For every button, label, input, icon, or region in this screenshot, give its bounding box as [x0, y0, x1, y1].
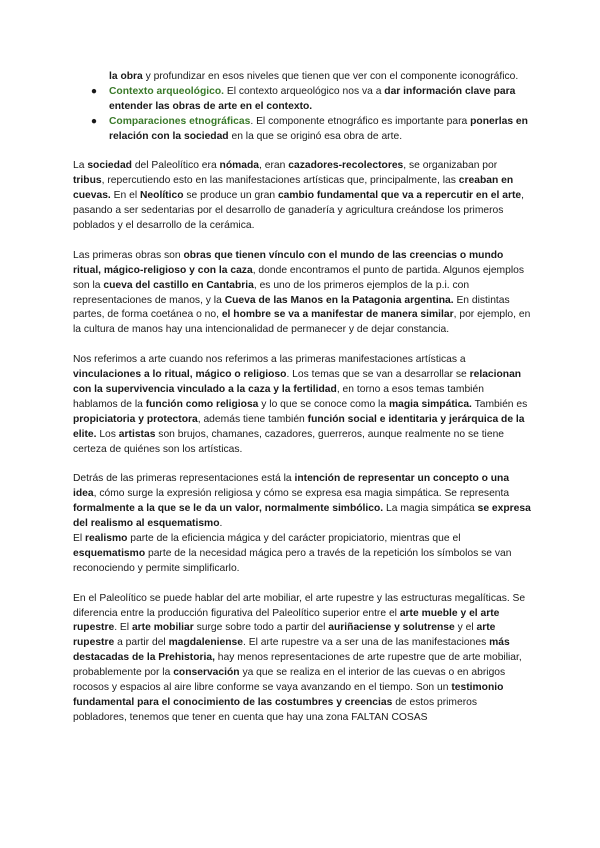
- text-run: En el Paleolítico se puede hablar del arte mobiliar, el arte rupestre y las estructuras megalíticas. Se diferencia entre la producción figurativa del Paleolítico superior entre el: [73, 592, 526, 619]
- document-body: [73, 70, 531, 741]
- text-run: , cómo surge la expresión religiosa y cómo se expresa esa magia simpática. Se representa: [93, 488, 510, 500]
- bold-text: esquematismo: [73, 547, 146, 559]
- bold-text: relacionan con la supervivencia vinculado a la caza y la fertilidad: [73, 369, 522, 395]
- bold-text: realismo: [85, 533, 128, 545]
- bullet-heading: Contexto arqueológico.: [109, 85, 224, 97]
- bold-text: obras que tienen vínculo con el mundo de las creencias o mundo ritual, mágico-religioso y con la caza: [73, 249, 504, 276]
- text-run: La magia simpática: [383, 503, 478, 515]
- bold-text: creaban en cuevas.: [73, 175, 514, 202]
- text-run: en la que se originó esa obra de arte.: [228, 130, 403, 142]
- text-run: del Paleolítico era: [131, 160, 220, 172]
- text-run: , en torno a esos temas también hablamos de la: [73, 383, 484, 410]
- text-run: surge sobre todo a partir del: [193, 622, 329, 634]
- text-run: ya que se realiza en el interior de las cuevas o en abrigos rocosos y espacios al aire libre conforme se vaya avanzando en el tiempo. Son un: [73, 667, 506, 694]
- bold-text: cazadores-recolectores: [288, 160, 404, 172]
- text-run: Los: [96, 428, 119, 440]
- bold-text: sociedad: [87, 160, 132, 172]
- bold-text: ponerlas en relación con la sociedad: [109, 115, 528, 142]
- bold-text: función social e identitaria y jerárquica de la elite.: [73, 413, 525, 440]
- bold-text: cueva del castillo en Cantabria: [103, 279, 254, 291]
- bullet-dot-icon: ●: [90, 115, 98, 127]
- text-run: , donde encontramos el punto de partida. Algunos ejemplos son la: [73, 264, 525, 291]
- bold-text: auriñaciense y solutrense: [328, 622, 455, 634]
- paragraph: [73, 472, 531, 576]
- text-run: Detrás de las primeras representaciones está la: [73, 473, 295, 485]
- paragraphs: [73, 159, 531, 725]
- bold-text: la obra: [109, 71, 143, 82]
- text-run: . El componente etnográfico es importante para: [250, 115, 471, 127]
- text-run: hay menos representaciones de arte rupestre que de arte mobiliar, probablemente por la: [73, 652, 522, 679]
- text-run: de estos primeros pobladores, tenemos que tener en cuenta que hay una zona FALTAN COSAS: [73, 696, 478, 723]
- text-run: y lo que se conoce como la: [258, 398, 389, 410]
- bold-text: magdaleniense: [168, 637, 243, 649]
- text-run: En distintas partes, de forma coetánea o no,: [73, 294, 510, 321]
- bold-text: propiciatoria y protectora: [73, 413, 198, 425]
- bullet-heading: Comparaciones etnográficas: [109, 115, 251, 127]
- bold-text: artistas: [118, 428, 156, 440]
- paragraph: [73, 592, 531, 726]
- paragraph: [73, 353, 531, 457]
- text-run: El: [73, 533, 86, 545]
- bold-text: nómada: [219, 160, 260, 172]
- bold-text: formalmente a la que se le da un valor, normalmente simbólico.: [73, 503, 384, 515]
- text-run: y profundizar en esos niveles que tienen que ver con el componente iconográfico.: [142, 71, 519, 82]
- bold-text: el hombre se va a manifestar de manera similar: [221, 309, 454, 321]
- text-run: La: [73, 160, 88, 172]
- text-run: , es uno de los primeros ejemplos de la p.i. con representaciones de manos, y la: [73, 279, 470, 306]
- bold-text: se expresa del realismo al esquematismo: [73, 503, 531, 530]
- text-run: Las primeras obras son: [73, 249, 184, 261]
- text-run: son brujos, chamanes, cazadores, guerreros, aunque realmente no se tiene certeza de quiénes son los artísticas.: [73, 428, 505, 455]
- bold-text: cambio fundamental que va a repercutir en el arte: [277, 190, 522, 202]
- text-run: a partir del: [114, 637, 169, 649]
- paragraph: [73, 159, 531, 234]
- bold-text: vinculaciones a lo ritual, mágico o religioso: [73, 369, 287, 381]
- bullet-item: [73, 115, 531, 145]
- bold-text: arte rupestre: [73, 622, 496, 649]
- bold-text: conservación: [173, 667, 240, 679]
- text-run: También es: [471, 398, 528, 410]
- text-run: En el: [110, 190, 140, 202]
- text-run: , se organizaban por: [403, 160, 498, 172]
- text-run: se produce un gran: [183, 190, 278, 202]
- text-run: , además tiene también: [197, 413, 308, 425]
- text-run: El contexto arqueológico nos va a: [224, 85, 385, 97]
- bullet-item: [73, 70, 531, 85]
- bullet-dot-icon: ●: [90, 85, 98, 97]
- text-run: , pasando a ser sedentarias por el desarrollo de ganadería y agricultura creándose los primeros poblados y el desarrollo de la cerámica.: [73, 190, 525, 232]
- bold-text: más destacadas de la Prehistoria,: [73, 637, 510, 664]
- text-run: . El: [114, 622, 132, 634]
- text-run: .: [219, 518, 223, 530]
- text-run: parte de la necesidad mágica pero a través de la repetición los símbolos se van reconociendo y permite simplificarlo.: [73, 547, 512, 574]
- bold-text: magia simpática.: [388, 398, 472, 410]
- bullet-list: [73, 70, 531, 145]
- bold-text: tribus: [73, 175, 102, 187]
- text-run: y el: [454, 622, 477, 634]
- bold-text: Neolítico: [140, 190, 184, 202]
- paragraph: [73, 249, 531, 338]
- text-run: , repercutiendo esto en las manifestaciones artísticas que, principalmente, las: [101, 175, 459, 187]
- text-run: parte de la eficiencia mágica y del carácter propiciatorio, mientras que el: [127, 533, 461, 545]
- text-run: Nos referimos a arte cuando nos referimos a las primeras manifestaciones artísticas a: [73, 354, 466, 366]
- text-run: , eran: [259, 160, 289, 172]
- bold-text: arte mueble y el arte rupestre: [73, 607, 500, 634]
- bold-text: dar información clave para entender las obras de arte en el contexto.: [109, 85, 516, 112]
- text-run: , por ejemplo, en la cultura de manos hay una intencionalidad de permanecer y de dejar constancia.: [73, 309, 531, 336]
- bullet-item: [73, 85, 531, 115]
- text-run: . Los temas que se van a desarrollar se: [286, 369, 470, 381]
- text-run: . El arte rupestre va a ser una de las manifestaciones: [242, 637, 490, 649]
- bold-text: función como religiosa: [145, 398, 259, 410]
- bold-text: intención de representar un concepto o una idea: [73, 473, 510, 500]
- bold-text: arte mobiliar: [131, 622, 194, 634]
- bold-text: testimonio fundamental para el conocimiento de las costumbres y creencias: [73, 682, 504, 708]
- bold-text: Cueva de las Manos en la Patagonia argentina.: [224, 294, 454, 306]
